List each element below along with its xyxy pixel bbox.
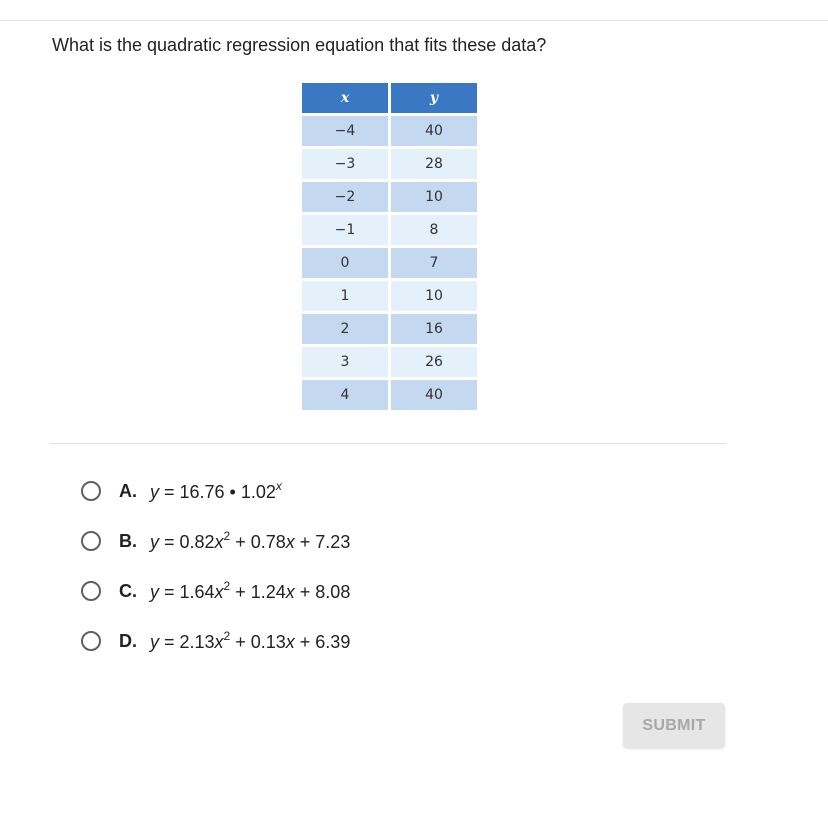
answer-option-a[interactable] (81, 478, 282, 504)
cell-x: 0 (302, 248, 388, 278)
option-equation (150, 580, 350, 603)
cell-x: −2 (302, 182, 388, 212)
option-letter: D. (119, 630, 137, 651)
eq-text: + 7.23 (294, 531, 351, 552)
eq-var-y: y (150, 581, 159, 602)
table-row (302, 380, 477, 410)
eq-var-y: y (150, 631, 159, 652)
cell-y: 7 (391, 248, 477, 278)
eq-text: = 0.82 (159, 531, 215, 552)
eq-exponent: 2 (223, 578, 231, 593)
cell-y: 10 (391, 182, 477, 212)
cell-y: 26 (391, 347, 477, 377)
cell-y: 28 (391, 149, 477, 179)
cell-x: −4 (302, 116, 388, 146)
table-row (302, 347, 477, 377)
cell-y: 40 (391, 380, 477, 410)
eq-exponent: 2 (223, 528, 231, 543)
eq-exponent: x (275, 478, 282, 493)
option-letter: C. (119, 580, 137, 601)
radio-button-b[interactable] (81, 531, 101, 551)
eq-var-x: x (214, 631, 224, 652)
data-table (299, 80, 480, 413)
table-row (302, 281, 477, 311)
column-header-y: y (391, 83, 477, 113)
table-row (302, 182, 477, 212)
eq-var-y: y (150, 531, 159, 552)
option-equation (150, 630, 350, 653)
cell-y: 10 (391, 281, 477, 311)
top-divider (0, 20, 828, 21)
eq-var-y: y (150, 481, 159, 502)
submit-button[interactable]: SUBMIT (623, 703, 725, 748)
radio-button-c[interactable] (81, 581, 101, 601)
table-row (302, 149, 477, 179)
table-row (302, 116, 477, 146)
cell-x: 4 (302, 380, 388, 410)
eq-text: + 1.24 (230, 581, 286, 602)
eq-exponent: 2 (223, 628, 231, 643)
eq-text: + 0.78 (230, 531, 286, 552)
section-divider (50, 443, 726, 444)
option-equation (150, 530, 350, 553)
answer-option-d[interactable] (81, 628, 350, 654)
eq-text: + 6.39 (294, 631, 351, 652)
answer-option-b[interactable] (81, 528, 350, 554)
cell-x: −3 (302, 149, 388, 179)
eq-var-x: x (214, 531, 224, 552)
eq-text: = 2.13 (159, 631, 215, 652)
cell-y: 8 (391, 215, 477, 245)
radio-button-a[interactable] (81, 481, 101, 501)
eq-var-x: x (214, 581, 224, 602)
eq-text: = 16.76 • 1.02 (159, 481, 276, 502)
table-header-row (302, 83, 477, 113)
option-equation (150, 480, 282, 503)
eq-var-x: x (285, 631, 295, 652)
cell-x: 1 (302, 281, 388, 311)
table-row (302, 314, 477, 344)
answer-option-c[interactable] (81, 578, 350, 604)
question-text: What is the quadratic regression equation that fits these data? (52, 35, 547, 55)
eq-text: = 1.64 (159, 581, 215, 602)
cell-x: −1 (302, 215, 388, 245)
option-letter: A. (119, 480, 137, 501)
eq-var-x: x (285, 531, 295, 552)
table-row (302, 248, 477, 278)
cell-x: 2 (302, 314, 388, 344)
cell-y: 16 (391, 314, 477, 344)
cell-x: 3 (302, 347, 388, 377)
eq-text: + 0.13 (230, 631, 286, 652)
table-row (302, 215, 477, 245)
eq-text: + 8.08 (294, 581, 351, 602)
radio-button-d[interactable] (81, 631, 101, 651)
cell-y: 40 (391, 116, 477, 146)
column-header-x: x (302, 83, 388, 113)
option-letter: B. (119, 530, 137, 551)
eq-var-x: x (285, 581, 295, 602)
